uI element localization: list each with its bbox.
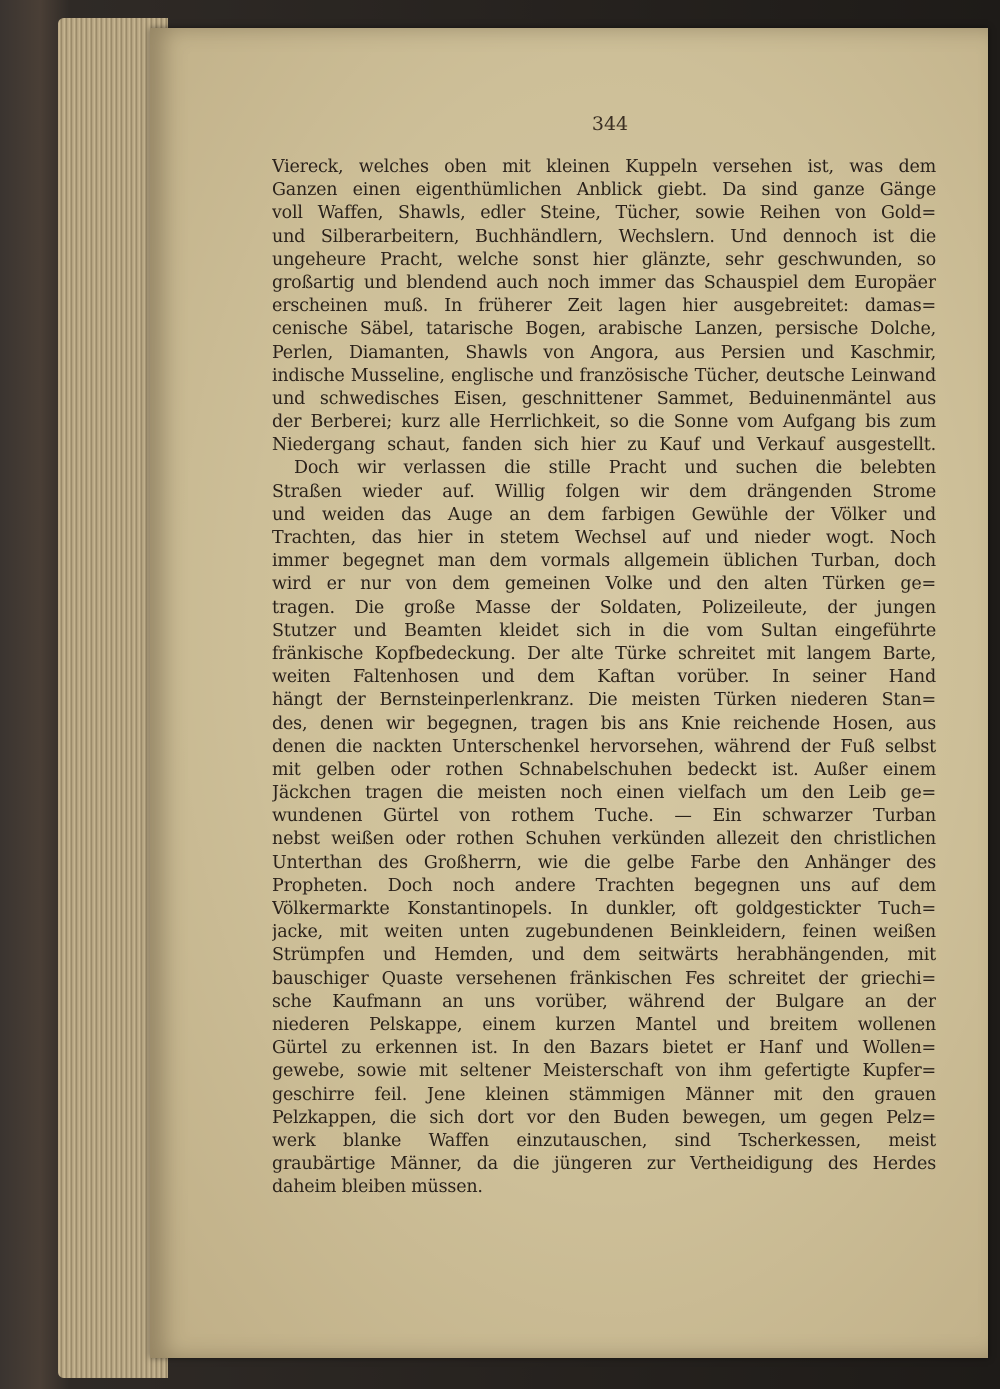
text-line: werk blanke Waffen einzutauschen, sind Tscherkessen, meist	[272, 1130, 936, 1151]
text-line: Viereck, welches oben mit kleinen Kuppeln versehen ist, was dem	[272, 157, 936, 177]
text-line: nebst weißen oder rothen Schuhen verkünden allezeit den christlichen	[272, 829, 936, 850]
text-line: der Berberei; kurz alle Herrlichkeit, so die Sonne vom Aufgang bis zum	[272, 412, 936, 433]
text-line: großartig und blendend auch noch immer das Schauspiel dem Europäer	[272, 272, 936, 293]
text-line: Jäckchen tragen die meisten noch einen vielfach um den Leib ge=	[272, 783, 936, 804]
text-line: Straßen wieder auf. Willig folgen wir dem drängenden Strome	[272, 481, 936, 502]
text-line: niederen Pelskappe, einem kurzen Mantel und breitem wollenen	[272, 1014, 936, 1035]
page-number: 344	[591, 113, 629, 135]
text-line: Strümpfen und Hemden, und dem seitwärts herabhängenden, mit	[272, 945, 936, 966]
text-line: Trachten, das hier in stetem Wechsel auf und nieder wogt. Noch	[272, 528, 936, 548]
text-line: und Silberarbeitern, Buchhändlern, Wechslern. Und dennoch ist die	[272, 226, 936, 247]
text-line: gewebe, sowie mit seltener Meisterschaft von ihm gefertigte Kupfer=	[272, 1061, 936, 1082]
text-line: und weiden das Auge an dem farbigen Gewühle der Völker und	[272, 504, 936, 525]
text-line: fränkische Kopfbedeckung. Der alte Türke schreitet mit langem Barte,	[272, 643, 936, 664]
text-line: Pelzkappen, die sich dort vor den Buden bewegen, um gegen Pelz=	[272, 1107, 936, 1128]
text-line: weiten Faltenhosen und dem Kaftan vorüber. In seiner Hand	[272, 667, 936, 688]
text-line: Völkermarkte Konstantinopels. In dunkler, oft goldgestickter Tuch=	[272, 899, 936, 919]
text-line: sche Kaufmann an uns vorüber, während der Bulgare an der	[272, 991, 936, 1012]
text-line: Perlen, Diamanten, Shawls von Angora, aus Persien und Kaschmir,	[272, 342, 936, 363]
text-line: erscheinen muß. In früherer Zeit lagen hier ausgebreitet: damas=	[272, 296, 936, 317]
text-line: und schwedisches Eisen, geschnittener Sammet, Beduinenmäntel aus	[272, 388, 936, 409]
text-line: Niedergang schaut, fanden sich hier zu Kauf und Verkauf ausgestellt.	[272, 435, 936, 456]
text-line: cenische Säbel, tatarische Bogen, arabische Lanzen, persische Dolche,	[272, 319, 936, 340]
text-line: Unterthan des Großherrn, wie die gelbe Farbe den Anhänger des	[272, 852, 936, 873]
text-line: mit gelben oder rothen Schnabelschuhen bedeckt ist. Außer einem	[272, 759, 936, 780]
text-line: graubärtige Männer, da die jüngeren zur Vertheidigung des Herdes	[272, 1154, 936, 1175]
text-line: indische Musseline, englische und französische Tücher, deutsche Leinwand	[272, 365, 936, 386]
text-line: hängt der Bernsteinperlenkranz. Die meisten Türken niederen Stan=	[272, 690, 936, 711]
text-line: Stutzer und Beamten kleidet sich in die vom Sultan eingeführte	[272, 620, 936, 641]
text-line: des, denen wir begegnen, tragen bis ans Knie reichende Hosen, aus	[272, 713, 936, 734]
body-text	[272, 156, 936, 1199]
text-line: wundenen Gürtel von rothem Tuche. — Ein schwarzer Turban	[272, 806, 936, 827]
text-line: jacke, mit weiten unten zugebundenen Beinkleidern, feinen weißen	[272, 922, 936, 943]
text-line: denen die nackten Unterschenkel hervorsehen, während der Fuß selbst	[272, 736, 936, 757]
text-line: Ganzen einen eigenthümlichen Anblick giebt. Da sind ganze Gänge	[272, 180, 936, 201]
text-line: Propheten. Doch noch andere Trachten begegnen uns auf dem	[272, 875, 936, 896]
text-line: Gürtel zu erkennen ist. In den Bazars bietet er Hanf und Wollen=	[272, 1038, 936, 1059]
text-line: tragen. Die große Masse der Soldaten, Polizeileute, der jungen	[272, 597, 936, 618]
text-line: immer begegnet man dem vormals allgemein üblichen Turban, doch	[272, 551, 936, 572]
text-line: wird er nur von dem gemeinen Volke und den alten Türken ge=	[272, 574, 936, 595]
text-line: ungeheure Pracht, welche sonst hier glänzte, sehr geschwunden, so	[272, 249, 936, 270]
text-line: daheim bleiben müssen.	[272, 1177, 483, 1198]
text-line: voll Waffen, Shawls, edler Steine, Tücher, sowie Reihen von Gold=	[272, 203, 936, 224]
text-line: geschirre feil. Jene kleinen stämmigen Männer mit den grauen	[272, 1084, 936, 1105]
text-line: Doch wir verlassen die stille Pracht und suchen die belebten	[294, 458, 936, 479]
text-line: bauschiger Quaste versehenen fränkischen Fes schreitet der griechi=	[272, 968, 936, 989]
